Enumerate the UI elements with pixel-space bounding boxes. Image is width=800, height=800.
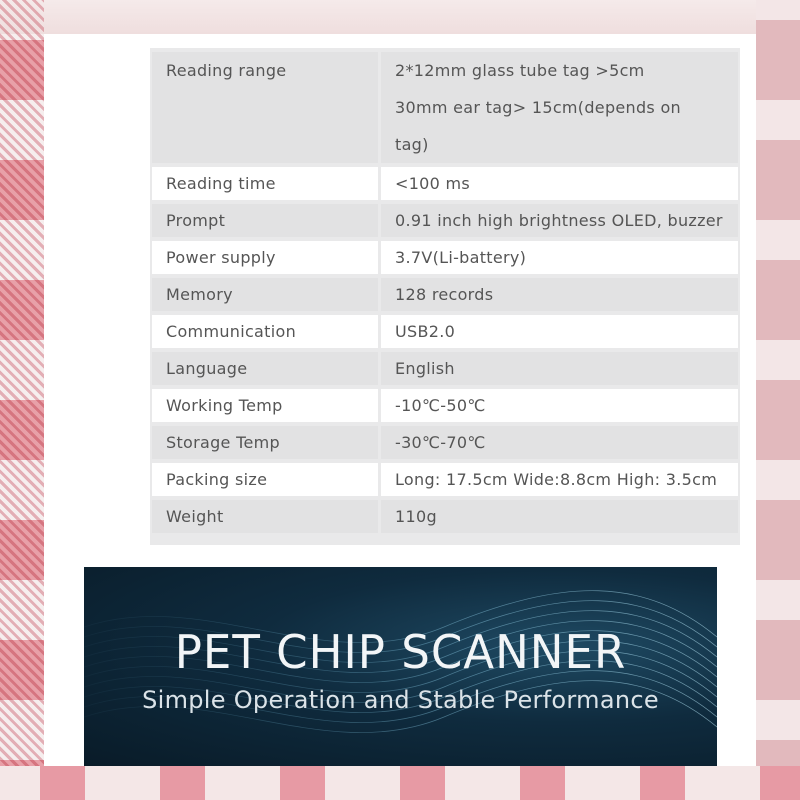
banner-title: PET CHIP SCANNER [174, 625, 627, 679]
spec-label: Storage Temp [152, 426, 381, 459]
spec-label: Working Temp [152, 389, 381, 422]
spec-row-packing-size [152, 463, 738, 496]
spec-label: Reading range [152, 52, 381, 163]
spec-label: Language [152, 352, 381, 385]
spec-value: 128 records [381, 278, 738, 311]
spec-value-line: tag) [395, 135, 429, 154]
spec-row-power-supply [152, 241, 738, 274]
product-banner [84, 567, 717, 766]
background-right-pattern [756, 0, 800, 800]
spec-row-communication [152, 315, 738, 348]
spec-row-reading-time [152, 167, 738, 200]
spec-label: Power supply [152, 241, 381, 274]
spec-row-prompt [152, 204, 738, 237]
spec-row-memory [152, 278, 738, 311]
spec-table [150, 48, 740, 545]
spec-value-line: 2*12mm glass tube tag >5cm [395, 61, 645, 80]
background-bottom-pattern [0, 766, 800, 800]
banner-subtitle: Simple Operation and Stable Performance [142, 686, 659, 714]
spec-value: 3.7V(Li-battery) [381, 241, 738, 274]
spec-row-reading-range [152, 52, 738, 163]
spec-value: -30℃-70℃ [381, 426, 738, 459]
spec-value: Long: 17.5cm Wide:8.8cm High: 3.5cm [381, 463, 738, 496]
spec-value [381, 52, 738, 163]
spec-value-line: 30mm ear tag> 15cm(depends on [395, 98, 681, 117]
spec-row-storage-temp [152, 426, 738, 459]
spec-value: 110g [381, 500, 738, 533]
background-top [0, 0, 800, 34]
spec-value: USB2.0 [381, 315, 738, 348]
spec-value: <100 ms [381, 167, 738, 200]
spec-label: Communication [152, 315, 381, 348]
spec-label: Weight [152, 500, 381, 533]
spec-label: Reading time [152, 167, 381, 200]
spec-value: -10℃-50℃ [381, 389, 738, 422]
spec-row-weight [152, 500, 738, 533]
spec-label: Memory [152, 278, 381, 311]
spec-row-language [152, 352, 738, 385]
spec-row-working-temp [152, 389, 738, 422]
spec-label: Prompt [152, 204, 381, 237]
spec-value: English [381, 352, 738, 385]
background-left-pattern [0, 0, 44, 800]
spec-label: Packing size [152, 463, 381, 496]
spec-value: 0.91 inch high brightness OLED, buzzer [381, 204, 738, 237]
